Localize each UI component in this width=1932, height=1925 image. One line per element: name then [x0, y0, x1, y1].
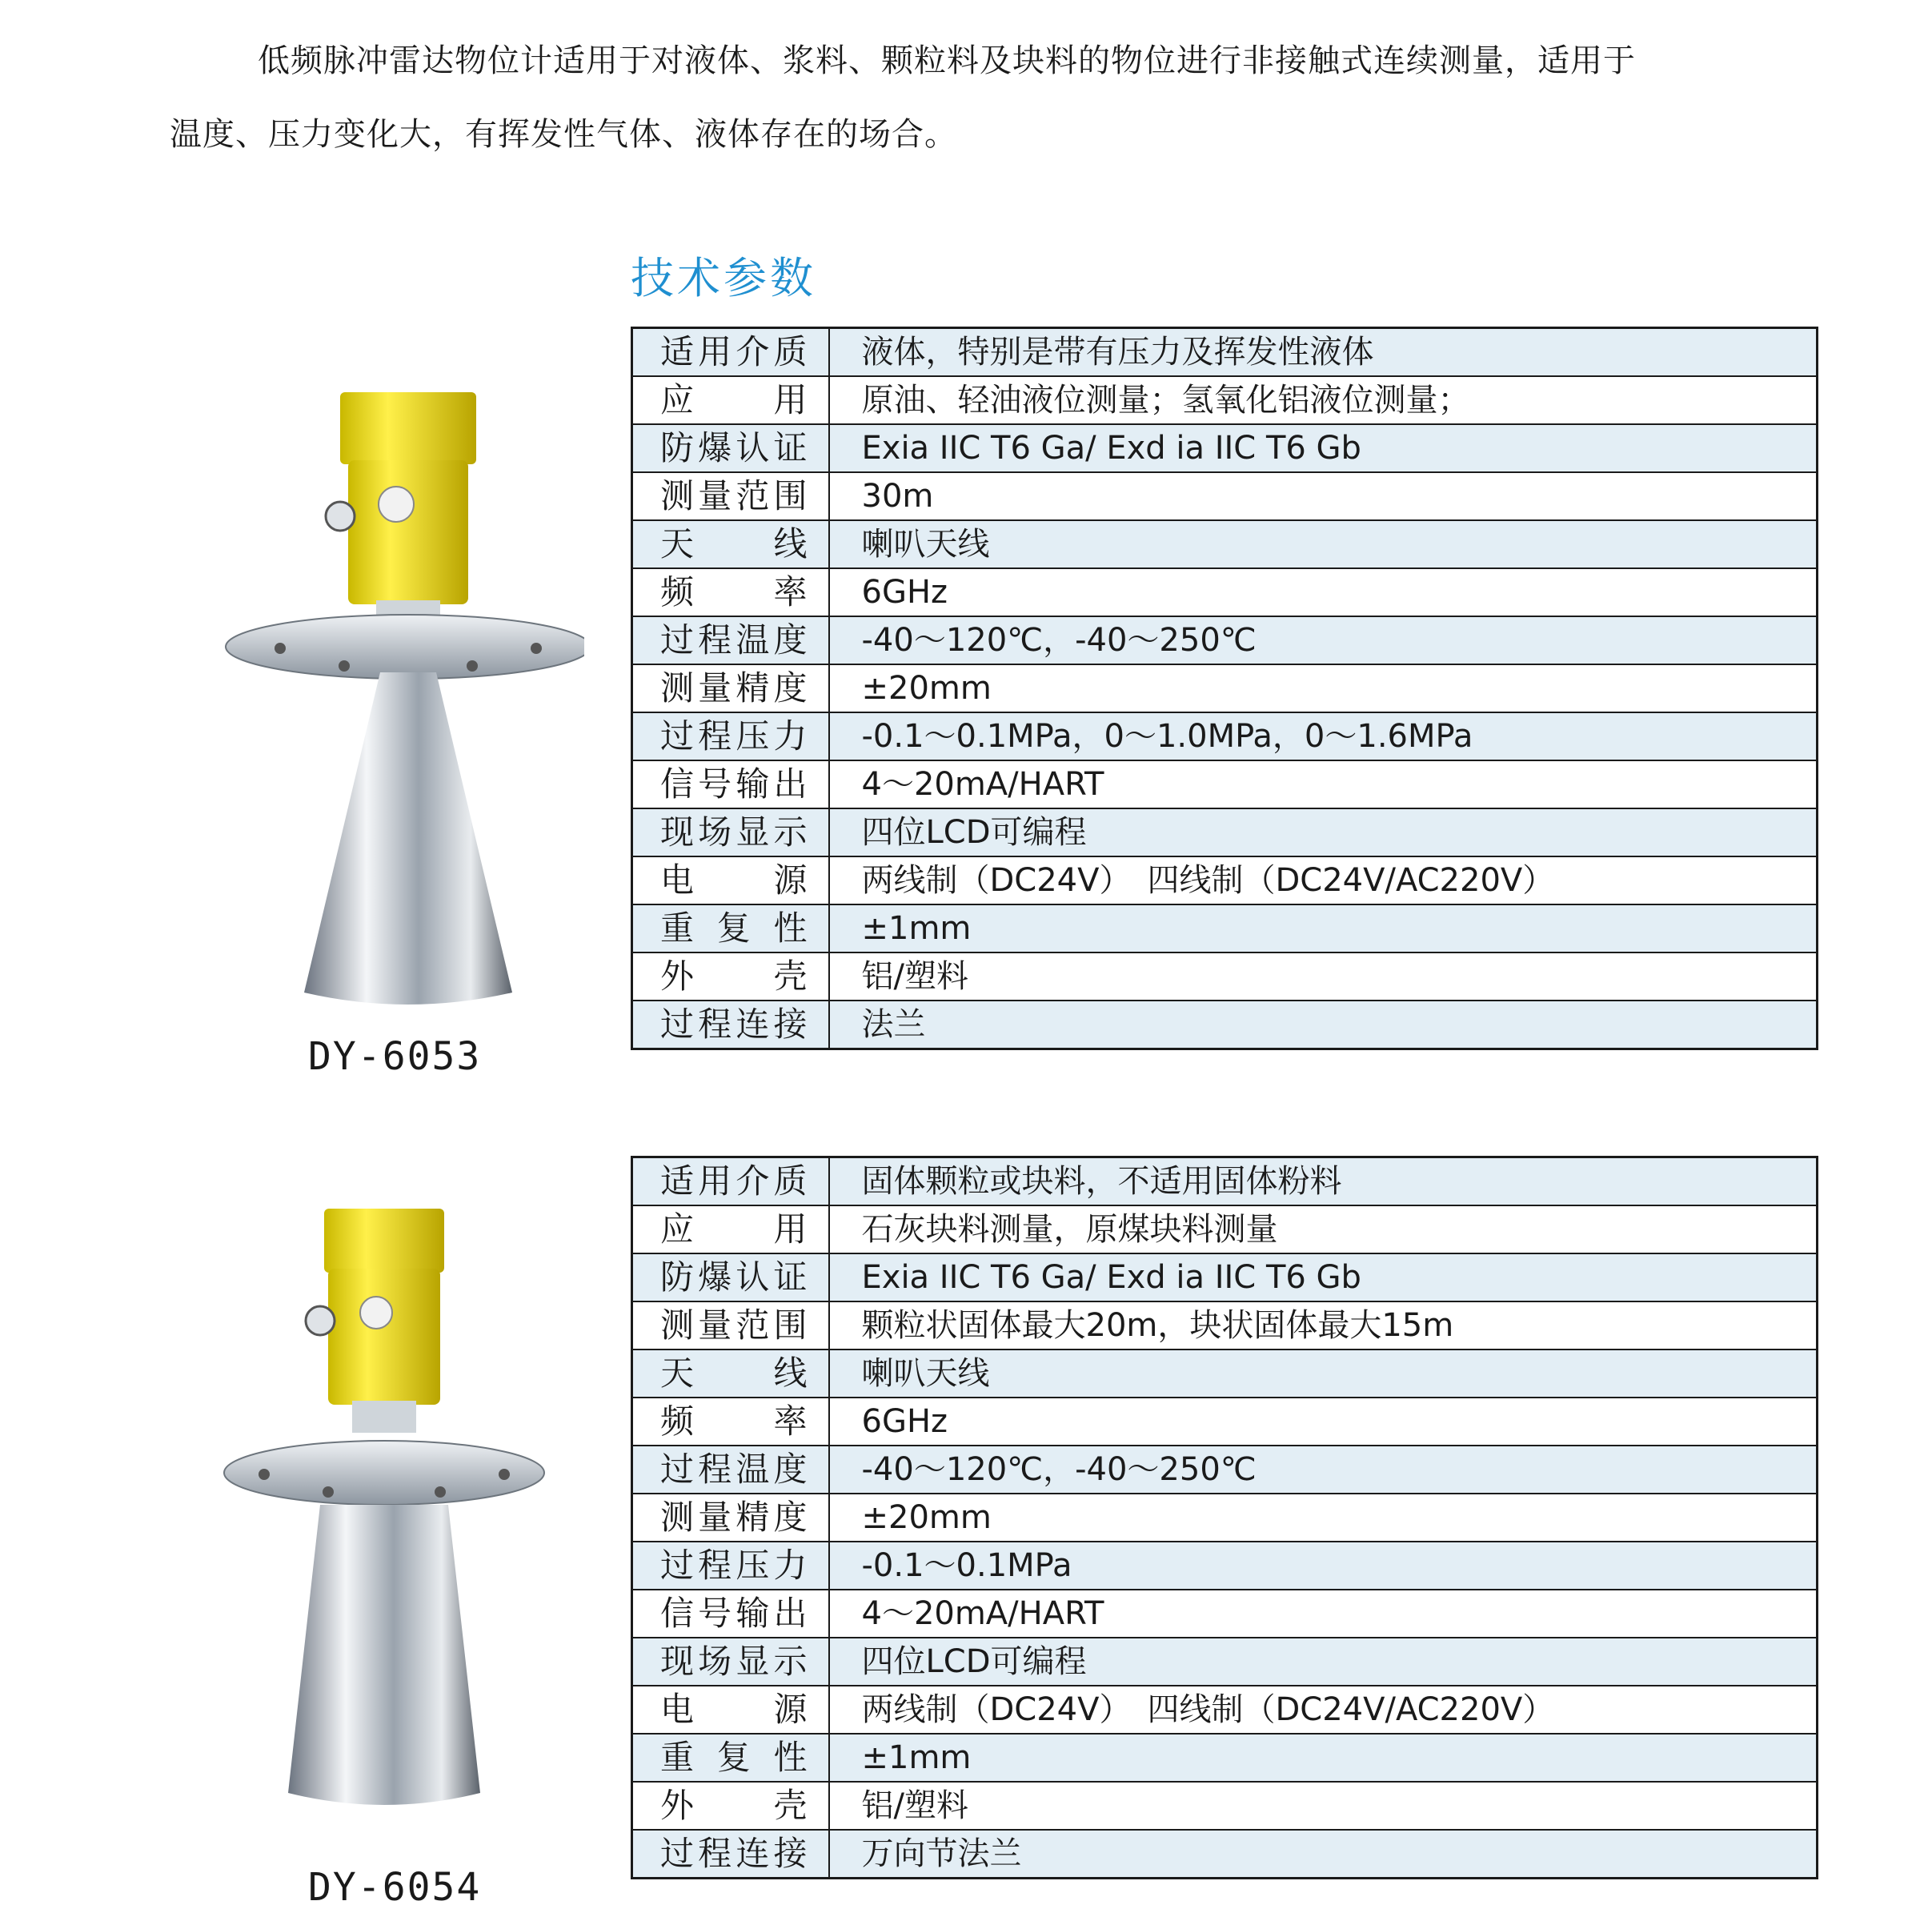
spec-value: 6GHz: [829, 568, 1818, 616]
spec-label: 电 源: [632, 856, 829, 904]
spec-row: [632, 904, 1818, 952]
spec-label: 过程连接: [632, 1001, 829, 1049]
spec-value: 两线制（DC24V） 四线制（DC24V/AC220V）: [829, 856, 1818, 904]
spec-row: [632, 1590, 1818, 1638]
spec-value: 四位LCD可编程: [829, 808, 1818, 856]
spec-row: [632, 808, 1818, 856]
spec-value: 喇叭天线: [829, 1350, 1818, 1398]
spec-label: 测量精度: [632, 1494, 829, 1542]
spec-value: -0.1～0.1MPa，0～1.0MPa，0～1.6MPa: [829, 712, 1818, 760]
spec-value: 两线制（DC24V） 四线制（DC24V/AC220V）: [829, 1686, 1818, 1734]
spec-value: ±1mm: [829, 904, 1818, 952]
housing-body: [348, 460, 468, 604]
spec-label: 测量范围: [632, 472, 829, 520]
spec-row: [632, 1350, 1818, 1398]
spec-value: 液体，特别是带有压力及挥发性液体: [829, 328, 1818, 377]
housing-cap: [324, 1209, 444, 1273]
spec-table-dy6053: [631, 327, 1818, 1050]
spec-row: [632, 1301, 1818, 1350]
spec-row: [632, 1494, 1818, 1542]
spec-value: 万向节法兰: [829, 1830, 1818, 1879]
spec-value: 固体颗粒或块料，不适用固体粉料: [829, 1157, 1818, 1206]
spec-label: 天 线: [632, 520, 829, 568]
intro-line-2: 温度、压力变化大，有挥发性气体、液体存在的场合。: [170, 116, 957, 153]
intro-line-1: 低频脉冲雷达物位计适用于对液体、浆料、颗粒料及块料的物位进行非接触式连续测量，适用于: [258, 42, 1636, 79]
spec-label: 外 壳: [632, 1782, 829, 1830]
spec-label: 重 复 性: [632, 904, 829, 952]
horn-antenna: [288, 1505, 480, 1805]
spec-row: [632, 1830, 1818, 1879]
swivel-joint: [352, 1401, 416, 1433]
model-label-dy6054: DY-6054: [308, 1865, 482, 1910]
spec-row: [632, 1782, 1818, 1830]
spec-row: [632, 1734, 1818, 1782]
spec-row: [632, 856, 1818, 904]
flange: [224, 1441, 544, 1505]
spec-label: 适用介质: [632, 328, 829, 377]
spec-value: ±20mm: [829, 664, 1818, 712]
spec-label: 过程温度: [632, 616, 829, 664]
vent-plug-icon: [360, 1297, 392, 1329]
spec-label: 现场显示: [632, 1638, 829, 1686]
spec-table-dy6054: [631, 1156, 1818, 1879]
spec-row: [632, 712, 1818, 760]
spec-row: [632, 328, 1818, 377]
spec-row: [632, 952, 1818, 1001]
spec-row: [632, 1205, 1818, 1253]
spec-row: [632, 760, 1818, 808]
spec-value: 30m: [829, 472, 1818, 520]
spec-label: 频 率: [632, 568, 829, 616]
spec-row: [632, 1446, 1818, 1494]
spec-value: 颗粒状固体最大20m，块状固体最大15m: [829, 1301, 1818, 1350]
spec-value: -0.1～0.1MPa: [829, 1542, 1818, 1590]
spec-value: ±1mm: [829, 1734, 1818, 1782]
spec-label: 应 用: [632, 1205, 829, 1253]
spec-label: 过程压力: [632, 712, 829, 760]
spec-value: 4～20mA/HART: [829, 760, 1818, 808]
spec-row: [632, 424, 1818, 472]
vent-plug-icon: [379, 487, 414, 522]
radar-level-meter-image-dy6054: [216, 1201, 552, 1817]
spec-value: 铝/塑料: [829, 952, 1818, 1001]
model-label-dy6053: DY-6053: [308, 1034, 482, 1079]
spec-value: 喇叭天线: [829, 520, 1818, 568]
spec-label: 过程连接: [632, 1830, 829, 1879]
spec-row: [632, 1542, 1818, 1590]
spec-row: [632, 472, 1818, 520]
spec-row: [632, 664, 1818, 712]
spec-row: [632, 568, 1818, 616]
spec-value: Exia IIC T6 Ga/ Exd ia IIC T6 Gb: [829, 1253, 1818, 1301]
spec-label: 适用介质: [632, 1157, 829, 1206]
spec-value: 原油、轻油液位测量；氢氧化铝液位测量；: [829, 376, 1818, 424]
spec-value: ±20mm: [829, 1494, 1818, 1542]
radar-level-meter-image-dy6053: [216, 384, 584, 1009]
spec-label: 外 壳: [632, 952, 829, 1001]
spec-label: 现场显示: [632, 808, 829, 856]
spec-row: [632, 1398, 1818, 1446]
spec-label: 电 源: [632, 1686, 829, 1734]
spec-value: 4～20mA/HART: [829, 1590, 1818, 1638]
intro-paragraph: [170, 24, 1770, 171]
spec-row: [632, 376, 1818, 424]
spec-row: [632, 616, 1818, 664]
spec-label: 信号输出: [632, 760, 829, 808]
spec-value: 6GHz: [829, 1398, 1818, 1446]
housing-body: [328, 1269, 440, 1405]
spec-value: 铝/塑料: [829, 1782, 1818, 1830]
cable-gland-icon: [306, 1306, 335, 1335]
spec-row: [632, 1253, 1818, 1301]
spec-value: -40～120℃，-40～250℃: [829, 616, 1818, 664]
spec-label: 过程压力: [632, 1542, 829, 1590]
spec-label: 测量范围: [632, 1301, 829, 1350]
spec-label: 测量精度: [632, 664, 829, 712]
spec-row: [632, 1001, 1818, 1049]
spec-label: 应 用: [632, 376, 829, 424]
spec-label: 过程温度: [632, 1446, 829, 1494]
cable-gland-icon: [326, 502, 355, 531]
spec-value: 法兰: [829, 1001, 1818, 1049]
spec-label: 防爆认证: [632, 1253, 829, 1301]
spec-row: [632, 1686, 1818, 1734]
spec-row: [632, 520, 1818, 568]
spec-label: 重 复 性: [632, 1734, 829, 1782]
spec-value: Exia IIC T6 Ga/ Exd ia IIC T6 Gb: [829, 424, 1818, 472]
spec-label: 防爆认证: [632, 424, 829, 472]
spec-label: 天 线: [632, 1350, 829, 1398]
section-title: 技术参数: [631, 253, 816, 303]
spec-value: -40～120℃，-40～250℃: [829, 1446, 1818, 1494]
spec-row: [632, 1157, 1818, 1206]
spec-value: 石灰块料测量，原煤块料测量: [829, 1205, 1818, 1253]
spec-label: 信号输出: [632, 1590, 829, 1638]
housing-cap: [340, 392, 476, 464]
horn-antenna: [304, 672, 512, 1005]
spec-row: [632, 1638, 1818, 1686]
spec-label: 频 率: [632, 1398, 829, 1446]
spec-value: 四位LCD可编程: [829, 1638, 1818, 1686]
